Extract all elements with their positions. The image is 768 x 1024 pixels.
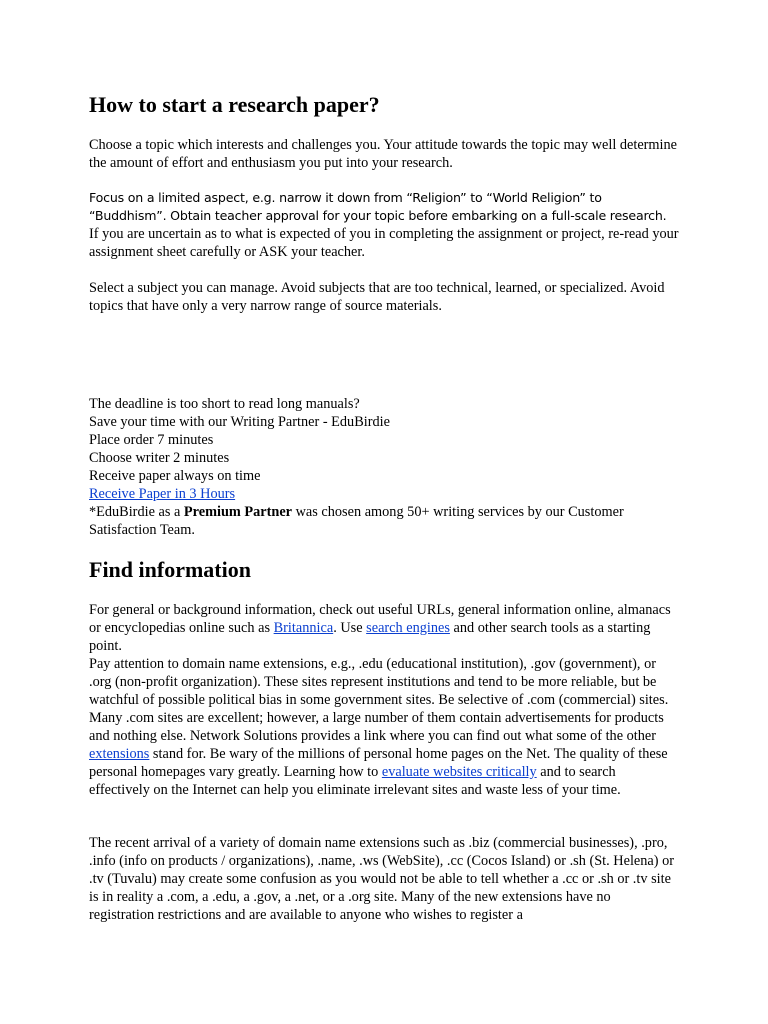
ad-note-bold: Premium Partner: [183, 504, 293, 520]
ad-note: [89, 504, 624, 538]
search-engines-link[interactable]: search engines: [366, 620, 450, 636]
paragraph-choose-topic: Choose a topic which interests and challenges you. Your attitude towards the topic may well determine the amount of effort and enthusiasm you put into your research.: [89, 137, 678, 171]
extensions-link[interactable]: extensions: [89, 746, 150, 762]
ad-block: [89, 395, 679, 539]
paragraph-focus-aspect: [89, 189, 679, 261]
ad-note-suffix: was chosen among 50+ writing services by our Customer Satisfaction Team.: [89, 504, 624, 538]
page-title: How to start a research paper?: [89, 92, 380, 117]
bg-info-text-b: . Use: [333, 620, 367, 636]
focus-text-line2: “Buddhism”. Obtain teacher approval for your topic before embarking on a full-scale research.: [89, 208, 667, 223]
ad-line-place-order: Place order 7 minutes: [89, 432, 214, 448]
receive-paper-link[interactable]: Receive Paper in 3 Hours: [89, 486, 236, 502]
paragraph-select-subject: Select a subject you can manage. Avoid subjects that are too technical, learned, or specialized. Avoid topics that have only a very narrow range of source materials.: [89, 280, 665, 314]
domain-text-a: Pay attention to domain name extensions, e.g., .edu (educational institution), .gov (government), or .org (non-profit organization). These sites represent institutions and tend to be more reliable, but be watchful of possible political bias in some government sites. Be selective of .com (commercial) sites. Many .com sites are excellent; however, a large number of them contain advertisements for products and nothing else. Network Solutions provides a link where you can find out what some of the other: [89, 656, 669, 744]
focus-text-rest: If you are uncertain as to what is expected of you in completing the assignment or project, re-read your assignment sheet carefully or ASK your teacher.: [89, 226, 679, 260]
domain-text-b: stand for. Be wary of the millions of personal home pages on the Net. The quality of these personal homepages vary greatly. Learning how to: [89, 746, 668, 780]
ad-line-receive-paper: Receive paper always on time: [89, 468, 261, 484]
domain-text-c: and to search effectively on the Internet can help you eliminate irrelevant sites and waste less of your time.: [89, 764, 621, 798]
bg-info-text-a: For general or background information, check out useful URLs, general information online, almanacs or encyclopedias online such as: [89, 602, 671, 636]
ad-line-save-time: Save your time with our Writing Partner - EduBirdie: [89, 414, 390, 430]
ad-line-deadline: The deadline is too short to read long manuals?: [89, 396, 360, 412]
evaluate-websites-link[interactable]: evaluate websites critically: [381, 764, 537, 780]
ad-note-prefix: *EduBirdie as a: [89, 504, 184, 520]
ad-line-choose-writer: Choose writer 2 minutes: [89, 450, 230, 466]
section-title-find-information: Find information: [89, 557, 251, 582]
paragraph-new-extensions: The recent arrival of a variety of domain name extensions such as .biz (commercial businesses), .pro, .info (info on products / organizations), .name, .ws (WebSite), .cc (Cocos Island) or .sh (St. Helena) or .tv (Tuvalu) may create some confusion as you would not be able to tell whether a .cc or .sh or .tv site is in reality a .com, a .edu, a .gov, a .net, or a .org site. Many of the new extensions have no registration restrictions and are available to anyone who wishes to register a: [89, 835, 675, 923]
britannica-link[interactable]: Britannica: [273, 620, 334, 636]
paragraph-background-info: [89, 601, 679, 799]
bg-info-text-c: and other search tools as a starting point.: [89, 620, 651, 654]
focus-text-line1: Focus on a limited aspect, e.g. narrow it down from “Religion” to “World Religion” to: [89, 190, 602, 205]
